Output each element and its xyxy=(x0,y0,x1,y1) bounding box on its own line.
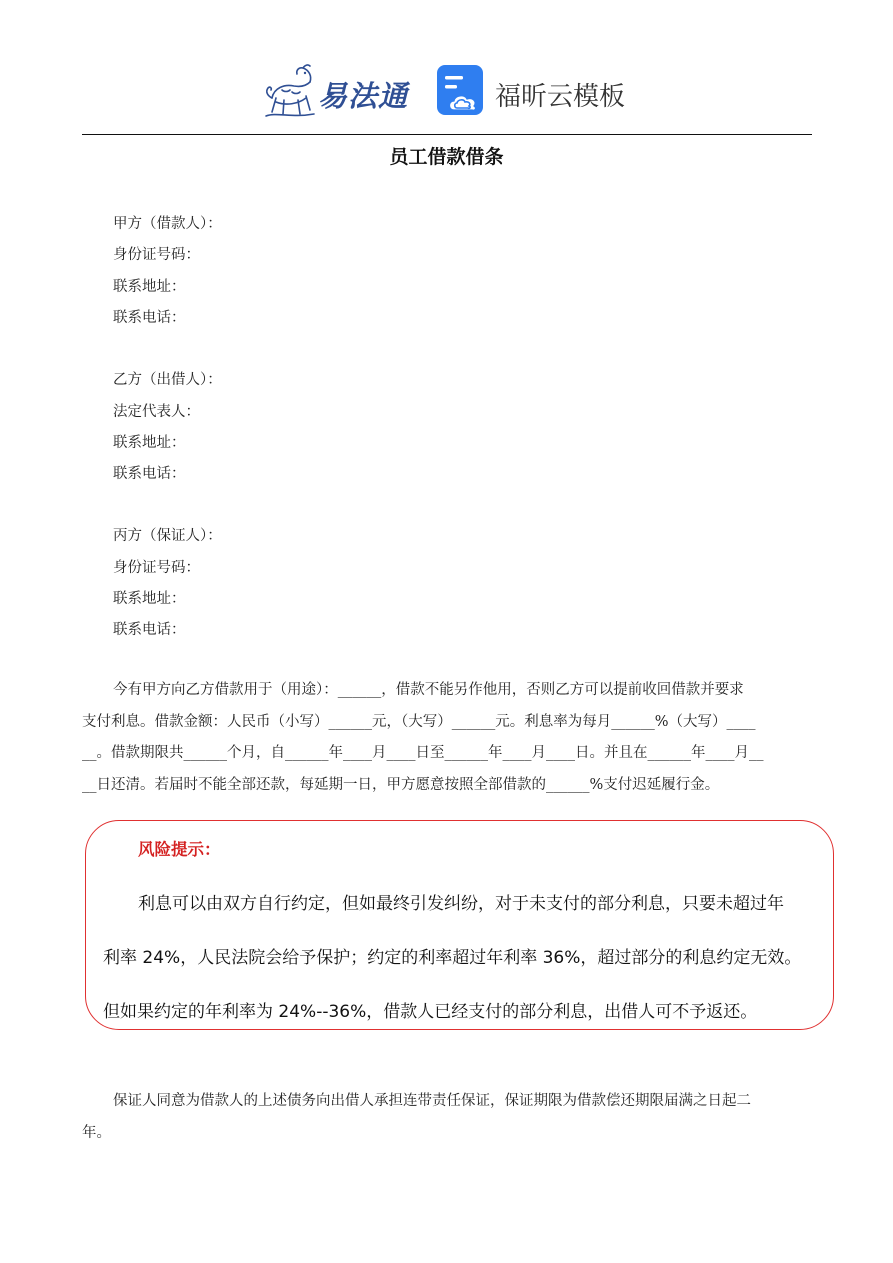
document-title: 员工借款借条 xyxy=(389,146,504,168)
logo1-text: 易法通 xyxy=(318,79,409,113)
party-a-id: 身份证号码： xyxy=(113,247,200,263)
party-c-id: 身份证号码： xyxy=(113,560,200,576)
loan-line: __日还清。若届时不能全部还款，每延期一日，甲方愿意按照全部借款的______%支付迟延履行金。 xyxy=(82,776,720,793)
party-b-address: 联系地址： xyxy=(113,435,186,451)
risk-notice-line: 利率 24%，人民法院会给予保护；约定的利率超过年利率 36%，超过部分的利息约定无效。 xyxy=(103,948,802,968)
guarantee-line: 年。 xyxy=(82,1124,111,1141)
guarantee-paragraph xyxy=(82,1086,812,1149)
loan-line: 今有甲方向乙方借款用于（用途）：______，借款不能另作他用，否则乙方可以提前收回借款并要求 xyxy=(113,682,744,698)
header-divider xyxy=(82,134,812,135)
party-b-representative: 法定代表人： xyxy=(113,404,200,420)
qilin-icon xyxy=(262,62,322,120)
party-a-label: 甲方（借款人）： xyxy=(113,216,222,232)
cloud-doc-icon xyxy=(436,64,486,116)
loan-line: __。借款期限共______个月，自______年____月____日至______年____月____日。并且在______年____月__ xyxy=(82,745,764,761)
party-c-label: 丙方（保证人）： xyxy=(113,528,222,544)
fuxin-logo xyxy=(436,64,636,120)
risk-notice-line: 利息可以由双方自行约定，但如最终引发纠纷，对于未支付的部分利息，只要未超过年 xyxy=(138,894,784,914)
guarantee-line: 保证人同意为借款人的上述债务向出借人承担连带责任保证，保证期限为借款偿还期限届满之日起二 xyxy=(113,1093,751,1109)
party-c-address: 联系地址： xyxy=(113,591,186,607)
yifatong-logo xyxy=(262,62,412,120)
logo2-text: 福昕云模板 xyxy=(495,82,626,112)
risk-notice-line: 但如果约定的年利率为 24%--36%，借款人已经支付的部分利息，出借人可不予返还。 xyxy=(103,1002,758,1022)
header xyxy=(0,58,893,128)
party-b-label: 乙方（出借人）： xyxy=(113,372,222,388)
party-a-phone: 联系电话： xyxy=(113,310,186,326)
loan-line: 支付利息。借款金额：人民币（小写）______元，（大写）______元。利息率为每月______%（大写）____ xyxy=(82,713,756,730)
party-c-phone: 联系电话： xyxy=(113,622,186,638)
loan-paragraph xyxy=(82,675,812,801)
risk-notice-title: 风险提示： xyxy=(138,840,221,859)
party-a-address: 联系地址： xyxy=(113,279,186,295)
party-b-phone: 联系电话： xyxy=(113,466,186,482)
